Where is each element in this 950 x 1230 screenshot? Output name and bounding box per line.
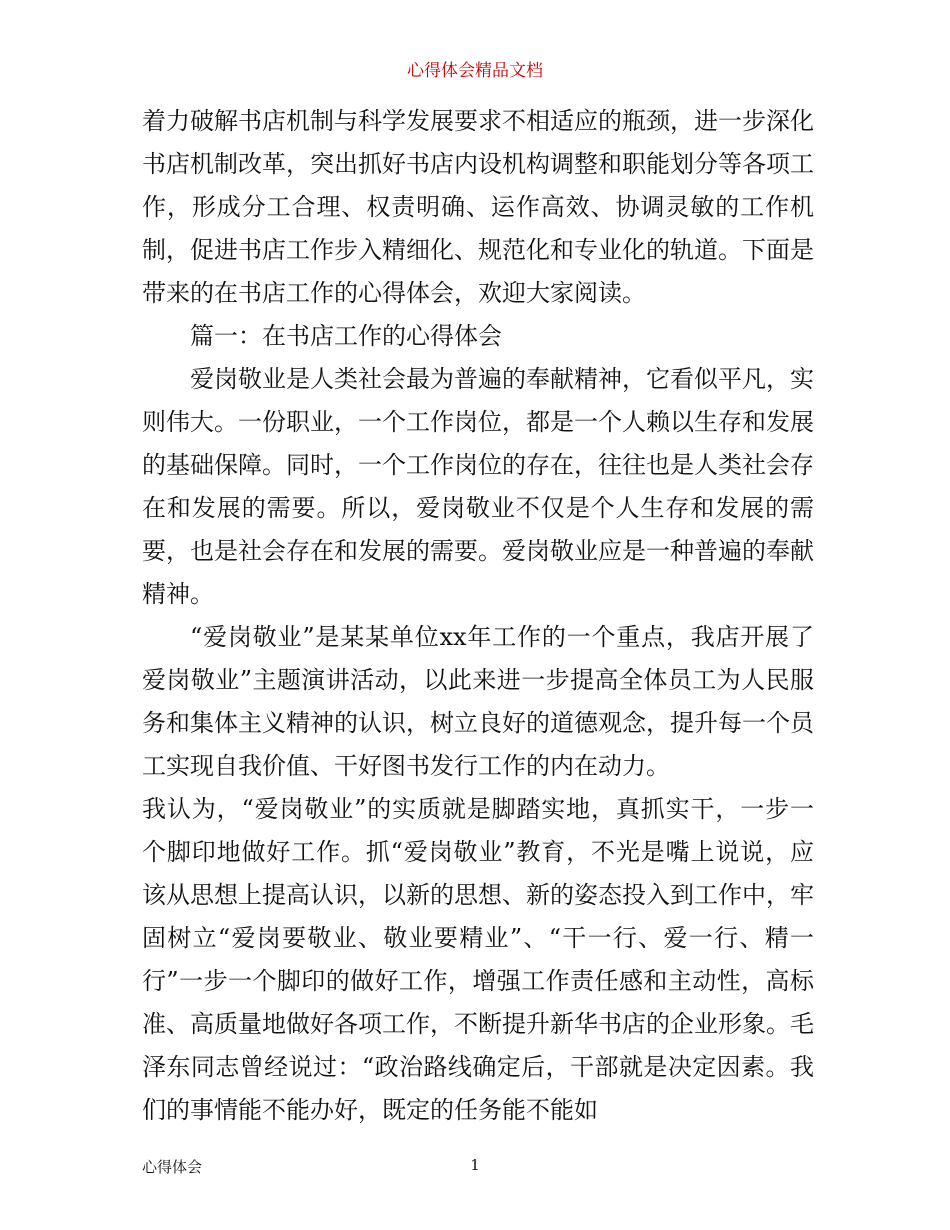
section-heading: 篇一：在书店工作的心得体会 (190, 322, 502, 350)
body-paragraph-1: 爱岗敬业是人类社会最为普遍的奉献精神，它看似平凡，实则伟大。一份职业，一个工作岗位，都是一个人赖以生存和发展的基础保障。同时，一个工作岗位的存在，往往也是人类社会存在和发展的需要。所以，爱岗敬业不仅是个人生存和发展的需要，也是社会存在和发展的需要。爱岗敬业应是一种普遍的奉献精神。 (142, 365, 814, 608)
page-header-title: 心得体会精品文档 (407, 61, 543, 81)
page-number: 1 (470, 1156, 480, 1174)
document-body (142, 100, 814, 1132)
body-paragraph-3: 我认为，“爱岗敬业”的实质就是脚踏实地，真抓实干，一步一个脚印地做好工作。抓“爱岗敬业”教育，不光是嘴上说说，应该从思想上提高认识，以新的思想、新的姿态投入到工作中，牢固树立“爱岗要敬业、敬业要精业”、“干一行、爱一行、精一行”一步一个脚印的做好工作，增强工作责任感和主动性，高标准、高质量地做好各项工作，不断提升新华书店的企业形象。毛泽东同志曾经说过：“政治路线确定后，干部就是决定因素。我们的事情能不能办好，既定的任务能不能如 (142, 795, 814, 1124)
footer-label: 心得体会 (142, 1158, 203, 1176)
body-paragraph-2: “爱岗敬业”是某某单位xx年工作的一个重点，我店开展了爱岗敬业”主题演讲活动，以此来进一步提高全体员工为人民服务和集体主义精神的认识，树立良好的道德观念，提升每一个员工实现自我价值、干好图书发行工作的内在动力。 (142, 623, 814, 780)
intro-paragraph: 着力破解书店机制与科学发展要求不相适应的瓶颈，进一步深化书店机制改革，突出抓好书店内设机构调整和职能划分等各项工作，形成分工合理、权责明确、运作高效、协调灵敏的工作机制，促进书店工作步入精细化、规范化和专业化的轨道。下面是带来的在书店工作的心得体会，欢迎大家阅读。 (142, 107, 814, 307)
